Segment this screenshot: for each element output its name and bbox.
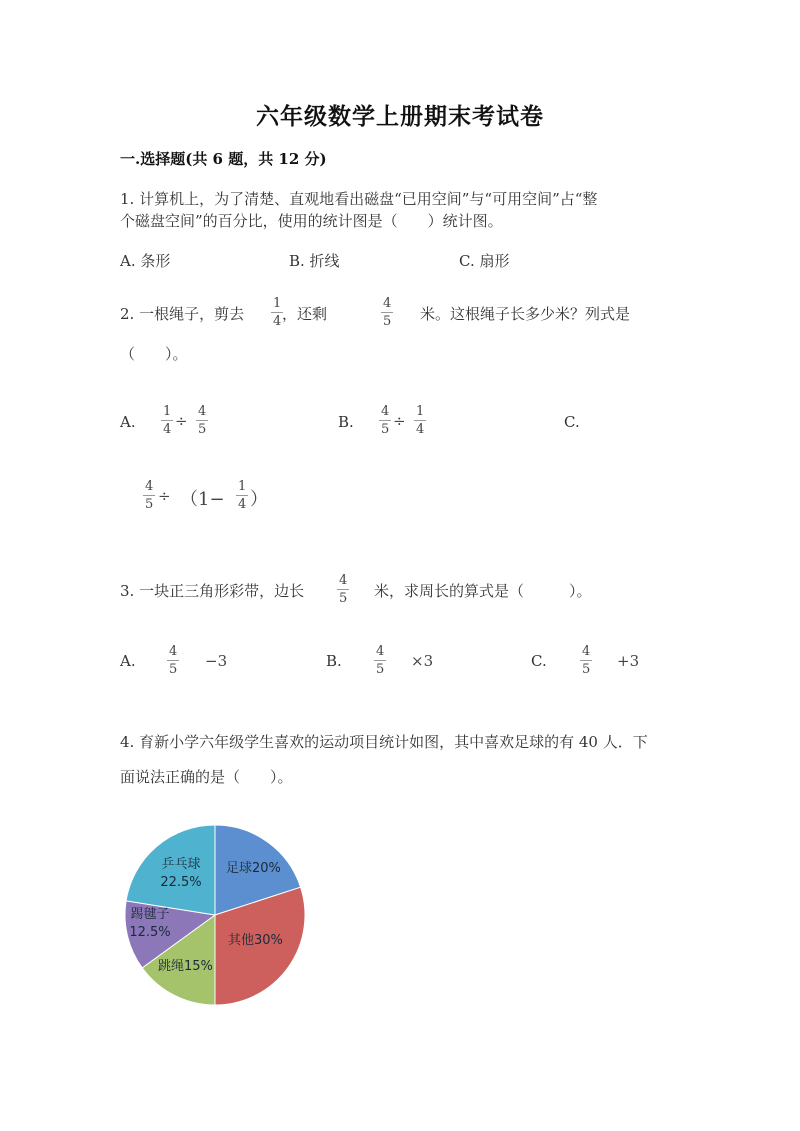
q3-option-a-tail: −3	[205, 652, 228, 670]
q3-option-b-fraction: $\frac{4}{5}$	[376, 644, 385, 677]
divide-sign: ÷	[158, 487, 171, 505]
q2-option-c-label: C.	[564, 413, 580, 431]
q1-option-b: B. 折线	[289, 252, 340, 270]
q3-option-a-label: A.	[120, 652, 136, 670]
page-title: 六年级数学上册期末考试卷	[256, 103, 544, 130]
q3-option-c-tail: +3	[617, 652, 640, 670]
q3-option-b-label: B.	[326, 652, 342, 670]
section-heading: 一.选择题(共 6 题，共 12 分)	[120, 150, 327, 168]
label-pingpong: 乒乓球 22.5%	[160, 857, 202, 890]
divide-sign: ÷	[393, 412, 406, 430]
q2-option-a-fraction-2: $\frac{4}{5}$	[198, 404, 207, 437]
q3-option-c-fraction: $\frac{4}{5}$	[582, 644, 591, 677]
q2-option-a-label: A.	[120, 413, 136, 431]
label-football: 足球20%	[226, 861, 281, 876]
q2-option-b-label: B.	[338, 413, 354, 431]
q2-option-c-paren-open: （1−	[180, 489, 225, 510]
q3-fraction: $\frac{4}{5}$	[339, 573, 348, 606]
label-jump-rope: 跳绳15%	[158, 959, 213, 974]
q3-part2: 米，求周长的算式是（ ）。	[374, 582, 592, 600]
q3-part1: 3. 一块正三角形彩带，边长	[120, 582, 305, 600]
q2-option-b-fraction-1: $\frac{4}{5}$	[381, 404, 390, 437]
q4-line2: 面说法正确的是（ ）。	[120, 768, 293, 786]
q3-option-b-tail: ×3	[411, 652, 434, 670]
q1-option-c: C. 扇形	[459, 252, 510, 270]
label-other: 其他30%	[228, 933, 283, 948]
q3-option-c-label: C.	[531, 652, 547, 670]
label-shuttlecock: 踢毽子 12.5%	[129, 907, 171, 940]
q2-option-b-fraction-2: $\frac{1}{4}$	[416, 404, 425, 437]
q1-option-a: A. 条形	[120, 252, 171, 270]
q3-option-a-fraction: $\frac{4}{5}$	[169, 644, 178, 677]
q2-option-c-fraction-2: $\frac{1}{4}$	[238, 479, 247, 512]
q2-part3: 米。这根绳子长多少米？列式是	[420, 305, 631, 323]
q2-option-c-paren-close: ）	[250, 489, 268, 510]
q2-part1: 2. 一根绳子，剪去	[120, 305, 245, 323]
q2-line2: （ ）。	[120, 345, 188, 363]
q2-fraction-1: $\frac{1}{4}$	[273, 296, 282, 329]
q1-line2: 个磁盘空间”的百分比，使用的统计图是（ ）统计图。	[120, 212, 503, 230]
q4-line1: 4. 育新小学六年级学生喜欢的运动项目统计如图，其中喜欢足球的有 40 人．下	[120, 733, 648, 751]
q2-option-a-fraction-1: $\frac{1}{4}$	[163, 404, 172, 437]
divide-sign: ÷	[175, 412, 188, 430]
q1-line1: 1. 计算机上，为了清楚、直观地看出磁盘“已用空间”与“可用空间”占“整	[120, 190, 598, 208]
q2-option-c-fraction-1: $\frac{4}{5}$	[145, 479, 154, 512]
q2-fraction-2: $\frac{4}{5}$	[383, 296, 392, 329]
q2-part2: ，还剩	[282, 305, 328, 323]
pie-chart	[120, 820, 320, 1020]
